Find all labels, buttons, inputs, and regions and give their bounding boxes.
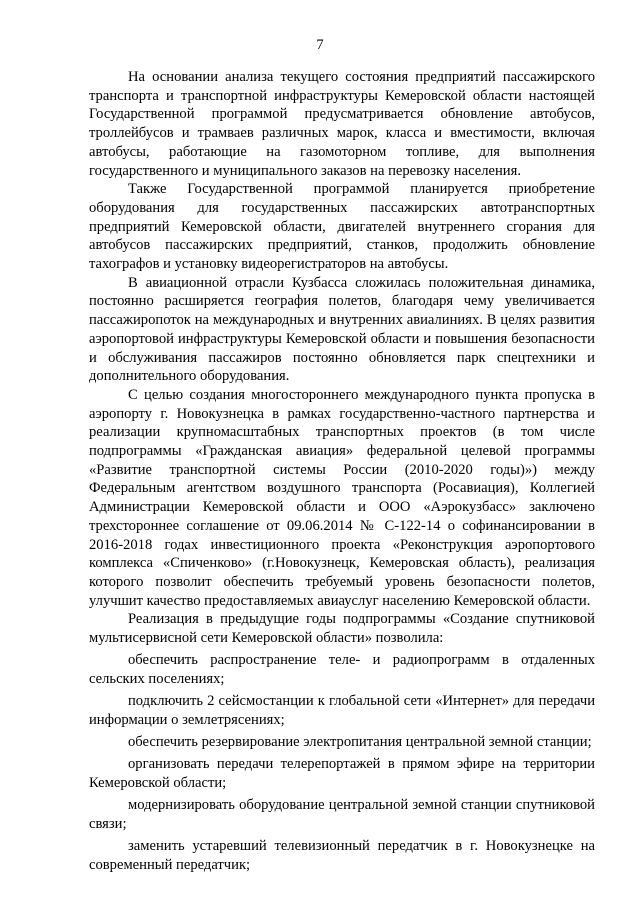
paragraph-aviation: В авиационной отрасли Кузбасса сложилась положительная динамика, постоянно расширяется география полетов, благодаря чему увеличивается пассажиропоток на международных и внутренних авиалиниях. В целях развития аэропортовой инфраструктуры Кемеровской области и повышения безопасности и обслуживания пассажиров постоянно обновляется парк спецтехники и дополнительного оборудования. [89,274,595,385]
list-item: обеспечить резервирование электропитания центральной земной станции; [128,734,592,751]
list-item: модернизировать оборудование центральной земной станции спутниковой связи; [89,797,595,832]
paragraph-airport-agreement: С целью создания многостороннего международного пункта пропуска в аэропорту г. Новокузнецка в рамках государственно-частного партнерства и реализации крупномасштабных транспортных проектов (в том числе подпрограммы «Гражданская авиация» федеральной целевой программы «Развитие транспортной системы России (2010-2020 годы)») между Федеральным агентством воздушного транспорта (Росавиация), Коллегией Администрации Кемеровской области и ООО «Аэрокузбасс» заключено трехстороннее соглашение от 09.06.2014 № С-122-14 о софинансировании в 2016-2018 годах инвестиционного проекта «Реконструкция аэропортового комплекса «Спиченково» (г.Новокузнецк, Кемеровская область), реализация которого позволит обеспечить требуемый уровень безопасности полетов, улучшит качество предоставляемых авиауслуг населению Кемеровской области. [89,386,595,609]
list-item: подключить 2 сейсмостанции к глобальной сети «Интернет» для передачи информации о землетрясениях; [89,693,595,728]
paragraph-equipment-purchase: Также Государственной программой планируется приобретение оборудования для государственных пассажирских автотранспортных предприятий Кемеровской области, двигателей внутреннего сгорания для автобусов пассажирских предприятий, станков, продолжить обновление тахографов и установку видеорегистраторов на автобусы. [89,181,595,273]
document-body [89,68,595,875]
list-item: организовать передачи телерепортажей в прямом эфире на территории Кемеровской области; [89,756,595,792]
list-item: обеспечить распространение теле- и радиопрограмм в отдаленных сельских поселениях; [89,652,595,687]
paragraph-vehicle-renewal: На основании анализа текущего состояния предприятий пассажирского транспорта и транспортной инфраструктуры Кемеровской области настоящей Государственной программой предусматривается обновление автобусов, троллейбусов и трамваев различных марок, класса и вместимости, включая автобусы, работающие на газомоторном топливе, для выполнения государственного и муниципального заказов на перевозку населения. [89,69,595,179]
list-item: заменить устаревший телевизионный передатчик в г. Новокузнецке на современный передатчик; [89,838,595,873]
page-number: 7 [316,37,324,53]
paragraph-satellite-network: Реализация в предыдущие годы подпрограммы «Создание спутниковой мультисервисной сети Кемеровской области» позволила: [89,611,595,647]
